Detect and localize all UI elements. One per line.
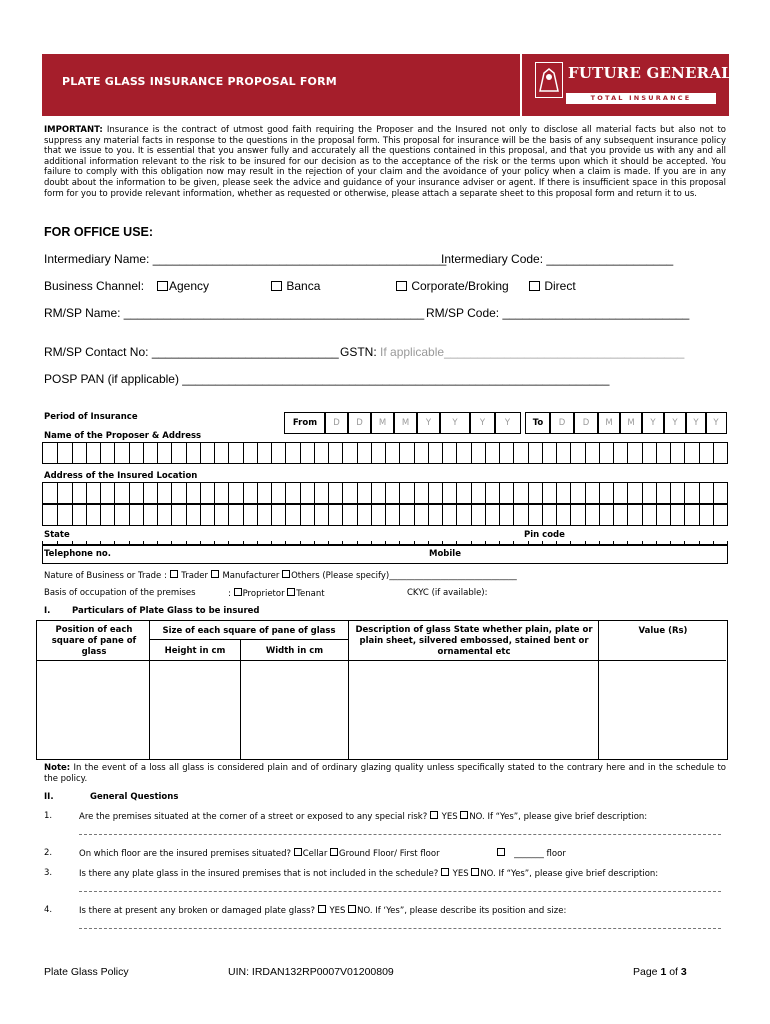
to-date-cell[interactable]: Y — [705, 412, 727, 434]
cell-divider — [627, 483, 628, 503]
section1-title: Particulars of Plate Glass to be insured — [72, 606, 260, 616]
ckyc-label[interactable]: CKYC (if available): — [407, 588, 488, 598]
from-date-cell[interactable]: M — [370, 412, 395, 434]
col-size-header: Size of each square of pane of glass — [162, 626, 336, 636]
cell-divider — [684, 443, 685, 463]
occupation-label: Basis of occupation of the premises — [44, 588, 196, 598]
cell-divider — [300, 483, 301, 503]
question-number: 3. — [44, 868, 53, 878]
checkbox-icon[interactable] — [396, 281, 407, 291]
floor-option[interactable]: _______ floor — [497, 848, 566, 859]
cell-divider — [157, 505, 158, 525]
cell-divider — [143, 505, 144, 525]
cell-divider — [171, 443, 172, 463]
cell-divider — [613, 483, 614, 503]
cell-divider — [442, 443, 443, 463]
cell-divider — [100, 483, 101, 503]
cell-divider — [171, 483, 172, 503]
cell-divider — [428, 483, 429, 503]
cell-divider — [143, 483, 144, 503]
cell-divider — [585, 505, 586, 525]
channel-direct-option[interactable]: Direct — [529, 279, 576, 293]
cell-divider — [114, 443, 115, 463]
cell-divider — [713, 505, 714, 525]
cell-divider — [513, 505, 514, 525]
cell-divider — [257, 483, 258, 503]
question-2: On which floor are the insured premises situated? Cellar Ground Floor/ First floor — [79, 849, 440, 859]
table-divider — [149, 620, 150, 759]
cell-divider — [627, 505, 628, 525]
cell-divider — [599, 443, 600, 463]
checkbox-icon[interactable] — [330, 848, 338, 856]
col-value-header: Value (Rs) — [638, 626, 688, 636]
from-date-cell[interactable]: D — [347, 412, 372, 434]
cell-divider — [456, 443, 457, 463]
cell-divider — [214, 483, 215, 503]
cell-divider — [456, 483, 457, 503]
checkbox-icon[interactable] — [282, 570, 290, 578]
cell-divider — [670, 443, 671, 463]
cell-divider — [114, 505, 115, 525]
cell-divider — [599, 505, 600, 525]
cell-divider — [57, 443, 58, 463]
telephone-mobile-row[interactable] — [42, 544, 728, 564]
cell-divider — [642, 483, 643, 503]
cell-divider — [271, 505, 272, 525]
cell-divider — [542, 483, 543, 503]
checkbox-icon[interactable] — [234, 588, 242, 596]
footer-uin: UIN: IRDAN132RP0007V01200809 — [228, 966, 394, 978]
brand-tagline: TOTAL INSURANCE SOLUTIONS — [566, 93, 716, 104]
table-divider — [598, 620, 599, 759]
cell-divider — [328, 505, 329, 525]
cell-divider — [228, 443, 229, 463]
important-label: IMPORTANT: — [44, 125, 103, 135]
intermediary-name-field[interactable]: Intermediary Name: ____________________________________________ — [44, 252, 447, 266]
cell-divider — [72, 443, 73, 463]
cell-divider — [57, 505, 58, 525]
cell-divider — [243, 443, 244, 463]
rm-name-field[interactable]: RM/SP Name: _____________________________________________ — [44, 306, 425, 320]
cell-divider — [642, 505, 643, 525]
cell-divider — [257, 443, 258, 463]
cell-divider — [428, 443, 429, 463]
cell-divider — [72, 505, 73, 525]
cell-divider — [556, 483, 557, 503]
cell-divider — [442, 483, 443, 503]
channel-corporate-option[interactable]: Corporate/Broking — [396, 279, 509, 293]
checkbox-icon[interactable] — [430, 811, 438, 819]
cell-divider — [499, 443, 500, 463]
table-divider — [240, 639, 241, 759]
to-date-cell[interactable]: Y — [641, 412, 665, 434]
checkbox-icon[interactable] — [271, 281, 282, 291]
col-width-header: Width in cm — [265, 646, 324, 656]
cell-divider — [186, 443, 187, 463]
cell-divider — [699, 443, 700, 463]
cell-divider — [86, 483, 87, 503]
cell-divider — [300, 443, 301, 463]
rm-code-field[interactable]: RM/SP Code: ____________________________ — [426, 306, 690, 320]
checkbox-icon[interactable] — [497, 848, 505, 856]
checkbox-icon[interactable] — [348, 905, 356, 913]
cell-divider — [684, 483, 685, 503]
cell-divider — [414, 483, 415, 503]
to-date-cell[interactable]: M — [597, 412, 621, 434]
office-use-heading: FOR OFFICE USE: — [44, 225, 154, 239]
cell-divider — [399, 443, 400, 463]
cell-divider — [328, 483, 329, 503]
cell-divider — [300, 505, 301, 525]
cell-divider — [684, 505, 685, 525]
cell-divider — [157, 483, 158, 503]
cell-divider — [471, 483, 472, 503]
cell-divider — [513, 483, 514, 503]
cell-divider — [157, 443, 158, 463]
cell-divider — [599, 483, 600, 503]
col-position-header: Position of each square of pane of glass — [51, 625, 137, 657]
cell-divider — [656, 483, 657, 503]
cell-divider — [243, 483, 244, 503]
telephone-label: Telephone no. — [44, 549, 111, 559]
cell-divider — [471, 443, 472, 463]
cell-divider — [713, 443, 714, 463]
cell-divider — [699, 505, 700, 525]
cell-divider — [86, 443, 87, 463]
cell-divider — [171, 505, 172, 525]
posp-pan-field[interactable]: POSP PAN (if applicable) ________________________________________________________________ — [44, 372, 610, 386]
cell-divider — [414, 443, 415, 463]
cell-divider — [642, 443, 643, 463]
cell-divider — [556, 443, 557, 463]
cell-divider — [499, 505, 500, 525]
cell-divider — [556, 505, 557, 525]
cell-divider — [670, 483, 671, 503]
insured-location-label: Address of the Insured Location — [44, 471, 198, 481]
nature-of-business: Nature of Business or Trade : Trader Manufacturer Others (Please specify)______________________________ — [44, 571, 517, 581]
cell-divider — [385, 505, 386, 525]
answer-line[interactable] — [79, 928, 721, 929]
cell-divider — [357, 505, 358, 525]
cell-divider — [186, 483, 187, 503]
cell-divider — [399, 483, 400, 503]
cell-divider — [613, 505, 614, 525]
period-label: Period of Insurance — [44, 412, 138, 422]
cell-divider — [371, 505, 372, 525]
note-text: Note: In the event of a loss all glass is considered plain and of ordinary glazing quality unless specifically stated to the contrary here and in the schedule to the policy. — [44, 763, 726, 784]
to-date-cell[interactable]: Y — [663, 412, 687, 434]
to-date-cell[interactable]: Y — [685, 412, 707, 434]
checkbox-icon[interactable] — [170, 570, 178, 578]
cell-divider — [257, 505, 258, 525]
answer-line[interactable] — [79, 891, 721, 892]
cell-divider — [399, 505, 400, 525]
brand-name: FUTURE GENERALI — [568, 64, 740, 82]
answer-line[interactable] — [79, 834, 721, 835]
checkbox-icon[interactable] — [211, 570, 219, 578]
cell-divider — [385, 443, 386, 463]
cell-divider — [285, 505, 286, 525]
cell-divider — [228, 483, 229, 503]
question-number: 1. — [44, 811, 53, 821]
to-label: To — [525, 412, 551, 434]
from-label: From — [284, 412, 326, 434]
cell-divider — [328, 443, 329, 463]
cell-divider — [342, 505, 343, 525]
table-divider — [36, 660, 726, 661]
cell-divider — [585, 443, 586, 463]
cell-divider — [200, 443, 201, 463]
cell-divider — [228, 505, 229, 525]
from-date-cell[interactable]: Y — [439, 412, 471, 434]
cell-divider — [100, 443, 101, 463]
cell-divider — [214, 505, 215, 525]
cell-divider — [357, 443, 358, 463]
to-date-cell[interactable]: D — [549, 412, 575, 434]
cell-divider — [129, 443, 130, 463]
rm-contact-field[interactable]: RM/SP Contact No: ____________________________ — [44, 345, 339, 359]
footer-policy: Plate Glass Policy — [44, 966, 129, 978]
cell-divider — [513, 443, 514, 463]
proposer-name-cells[interactable] — [42, 442, 728, 464]
cell-divider — [713, 483, 714, 503]
cell-divider — [129, 483, 130, 503]
proposer-label: Name of the Proposer & Address — [44, 431, 202, 441]
section1-number: I. — [44, 606, 51, 616]
footer-page: Page 1 of 3 — [633, 966, 687, 978]
cell-divider — [314, 505, 315, 525]
checkbox-icon[interactable] — [460, 811, 468, 819]
occupation-options[interactable]: : Proprietor Tenant — [228, 589, 325, 599]
state-label: State — [44, 530, 70, 540]
cell-divider — [485, 443, 486, 463]
section2-title: General Questions — [90, 792, 179, 802]
cell-divider — [214, 443, 215, 463]
cell-divider — [342, 443, 343, 463]
cell-divider — [528, 443, 529, 463]
important-text: Insurance is the contract of utmost good faith requiring the Proposer and the Insured not only to disclose all material facts but also not to suppress any material facts in response to the questions in the proposal form. This proposal for insurance will be the basis of any subsequent insurance policy that we issue to you. It is essential that you answer fully and accurately all the questions contained in this proposal, and that you provide us with any and all additional information relevant to the risk to be insured for our decision as to the acceptance of the risk or the terms upon which it should be accepted. You failure to comply with this obligation now may result in the rejection of your claim and the avoidance of your policy when a claim is made. If you are in any doubt about the information to be given, please seek the advice and guidance of your insurance adviser or agent. If there is insufficient space in this proposal form for you to provide relevant information, whether as requested or otherwise, please attach a separate sheet to this proposal form and return it to us. — [44, 125, 726, 199]
cell-divider — [670, 505, 671, 525]
cell-divider — [243, 505, 244, 525]
from-date-cell[interactable]: M — [393, 412, 418, 434]
insured-location-cells-2[interactable] — [42, 504, 728, 526]
channel-banca-option[interactable]: Banca — [271, 279, 320, 293]
checkbox-icon[interactable] — [318, 905, 326, 913]
checkbox-icon[interactable] — [157, 281, 168, 291]
cell-divider — [357, 483, 358, 503]
pincode-label: Pin code — [524, 530, 565, 540]
mobile-label: Mobile — [429, 549, 461, 559]
cell-divider — [471, 505, 472, 525]
cell-divider — [371, 443, 372, 463]
question-number: 2. — [44, 848, 53, 858]
cell-divider — [542, 443, 543, 463]
cell-divider — [143, 443, 144, 463]
checkbox-icon[interactable] — [529, 281, 540, 291]
checkbox-icon[interactable] — [441, 868, 449, 876]
to-date-cell[interactable]: D — [573, 412, 599, 434]
cell-divider — [271, 483, 272, 503]
checkbox-icon[interactable] — [471, 868, 479, 876]
cell-divider — [285, 483, 286, 503]
gstn-field[interactable]: GSTN: If applicable____________________________________ — [340, 345, 685, 359]
table-divider — [348, 620, 349, 759]
cell-divider — [485, 483, 486, 503]
cell-divider — [456, 505, 457, 525]
cell-divider — [656, 505, 657, 525]
cell-divider — [656, 443, 657, 463]
question-number: 4. — [44, 905, 53, 915]
cell-divider — [570, 443, 571, 463]
checkbox-icon[interactable] — [287, 588, 295, 596]
cell-divider — [442, 505, 443, 525]
from-date-cell[interactable]: Y — [469, 412, 496, 434]
cell-divider — [499, 483, 500, 503]
question-4: Is there at present any broken or damaged plate glass? YES NO. If ‘Yes”, please describe its position and size: — [79, 906, 567, 916]
cell-divider — [114, 483, 115, 503]
channel-agency-option[interactable]: Agency — [157, 279, 209, 293]
from-date-cell[interactable]: Y — [494, 412, 521, 434]
cell-divider — [613, 443, 614, 463]
cell-divider — [342, 483, 343, 503]
cell-divider — [271, 443, 272, 463]
checkbox-icon[interactable] — [294, 848, 302, 856]
question-3: Is there any plate glass in the insured premises that is not included in the schedule? YES NO. If “Yes”, please give brief description: — [79, 869, 659, 879]
cell-divider — [314, 443, 315, 463]
question-1: Are the premises situated at the corner of a street or exposed to any special risk? YES NO. If “Yes”, please give brief description: — [79, 812, 648, 822]
cell-divider — [428, 505, 429, 525]
cell-divider — [314, 483, 315, 503]
cell-divider — [100, 505, 101, 525]
cell-divider — [285, 443, 286, 463]
form-title: PLATE GLASS INSURANCE PROPOSAL FORM — [62, 75, 337, 88]
important-notice — [44, 125, 726, 199]
cell-divider — [570, 483, 571, 503]
cell-divider — [528, 483, 529, 503]
cell-divider — [200, 505, 201, 525]
table-divider — [149, 639, 348, 640]
cell-divider — [200, 483, 201, 503]
cell-divider — [385, 483, 386, 503]
cell-divider — [585, 483, 586, 503]
cell-divider — [542, 505, 543, 525]
cell-divider — [570, 505, 571, 525]
cell-divider — [699, 483, 700, 503]
section2-number: II. — [44, 792, 54, 802]
cell-divider — [186, 505, 187, 525]
to-date-cell[interactable]: M — [619, 412, 643, 434]
cell-divider — [528, 505, 529, 525]
cell-divider — [86, 505, 87, 525]
cell-divider — [485, 505, 486, 525]
cell-divider — [414, 505, 415, 525]
col-description-header: Description of glass State whether plain, plate or plain sheet, silvered embossed, stained bent or ornamental etc — [355, 625, 593, 657]
col-height-header: Height in cm — [164, 646, 226, 656]
cell-divider — [371, 483, 372, 503]
business-channel-label: Business Channel: — [44, 279, 145, 293]
cell-divider — [72, 483, 73, 503]
from-date-cell[interactable]: Y — [416, 412, 441, 434]
from-date-cell[interactable]: D — [324, 412, 349, 434]
cell-divider — [57, 483, 58, 503]
intermediary-code-field[interactable]: Intermediary Code: ___________________ — [441, 252, 674, 266]
cell-divider — [129, 505, 130, 525]
lion-emblem-icon — [535, 62, 563, 98]
cell-divider — [627, 443, 628, 463]
insured-location-cells-1[interactable] — [42, 482, 728, 504]
